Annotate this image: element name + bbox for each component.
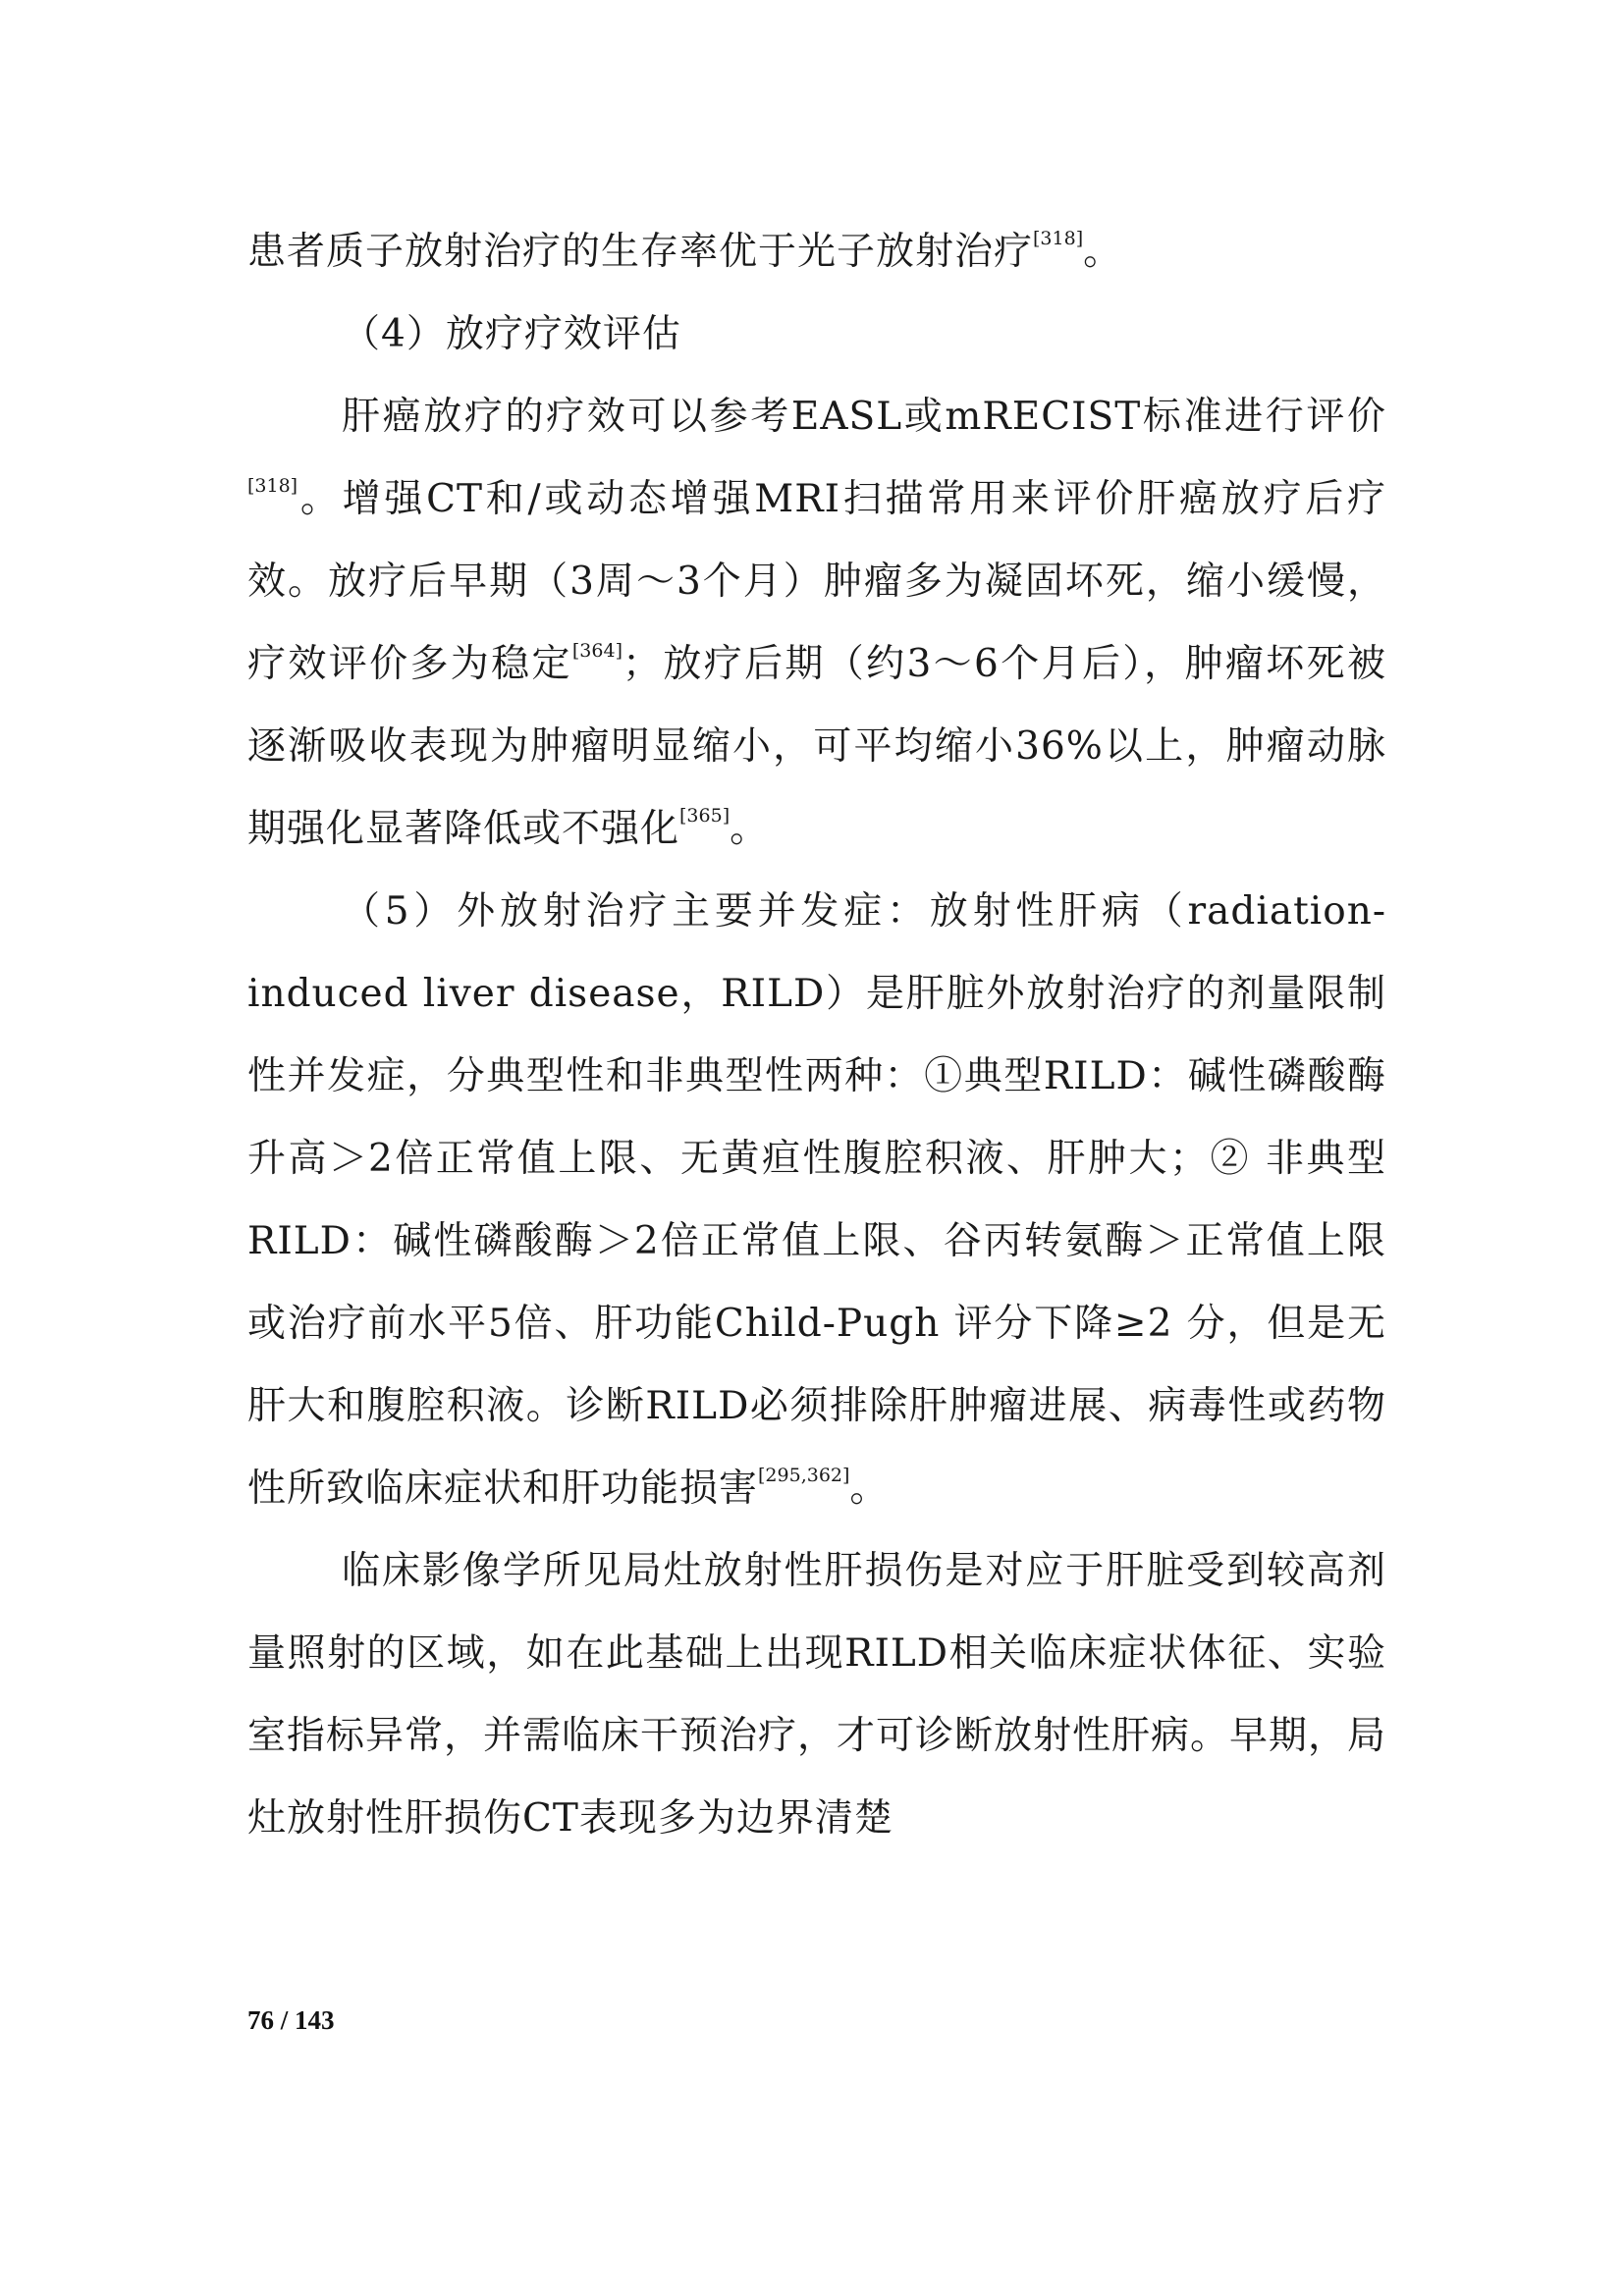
citation-ref: [365]	[679, 805, 731, 827]
citation-ref: [364]	[571, 640, 623, 662]
paragraph-text: 肝癌放疗的疗效可以参考EASL或mRECIST标准进行评价	[342, 395, 1386, 439]
citation-ref: [318]	[1033, 228, 1084, 249]
paragraph-text: 。	[1083, 230, 1123, 274]
paragraph-text: 患者质子放射治疗的生存率优于光子放射治疗	[247, 230, 1034, 274]
paragraph-text: 。增强CT和/或动态增强MRI扫描常用来评价肝癌放疗后疗效。放疗后早期（3周～3个月）肿瘤多为凝固坏死，缩小缓慢，疗效评价多为稳定	[247, 477, 1386, 686]
paragraph-text: （5）外放射治疗主要并发症：放射性肝病（radiation-induced liver disease，RILD）是肝脏外放射治疗的剂量限制性并发症，分典型性和非典型性两种：①典型RILD：碱性磷酸酶升高＞2倍正常值上限、无黄疸性腹腔积液、肝肿大；② 非典型RILD：碱性磷酸酶＞2倍正常值上限、谷丙转氨酶＞正常值上限或治疗前水平5倍、肝功能Child-Pugh 评分下降≥2 分，但是无肝大和腹腔积液。诊断RILD必须排除肝肿瘤进展、病毒性或药物性所致临床症状和肝功能损害	[247, 889, 1386, 1511]
section-heading-4: （4）放疗疗效评估	[342, 312, 681, 356]
citation-ref: [295,362]	[758, 1465, 850, 1486]
paragraph-imaging: 临床影像学所见局灶放射性肝损伤是对应于肝脏受到较高剂量照射的区域，如在此基础上出现RILD相关临床症状体征、实验室指标异常，并需临床干预治疗，才可诊断放射性肝病。早期，局灶放射性肝损伤CT表现多为边界清楚	[247, 1549, 1387, 1841]
document-body	[247, 211, 1386, 1860]
paragraph-text: ；放疗后期（约3～6个月后），肿瘤坏死被逐渐吸收表现为肿瘤明显缩小，可平均缩小36%以上，肿瘤动脉期强化显著降低或不强化	[247, 642, 1386, 851]
paragraph-text: 。	[849, 1467, 890, 1511]
page-number: 76 / 143	[247, 2005, 335, 2035]
citation-ref: [318]	[247, 475, 298, 497]
paragraph-complications	[247, 871, 1386, 1530]
paragraph-text: 。	[730, 807, 770, 851]
paragraph-efficacy	[247, 376, 1386, 871]
paragraph-survival	[247, 211, 1386, 294]
